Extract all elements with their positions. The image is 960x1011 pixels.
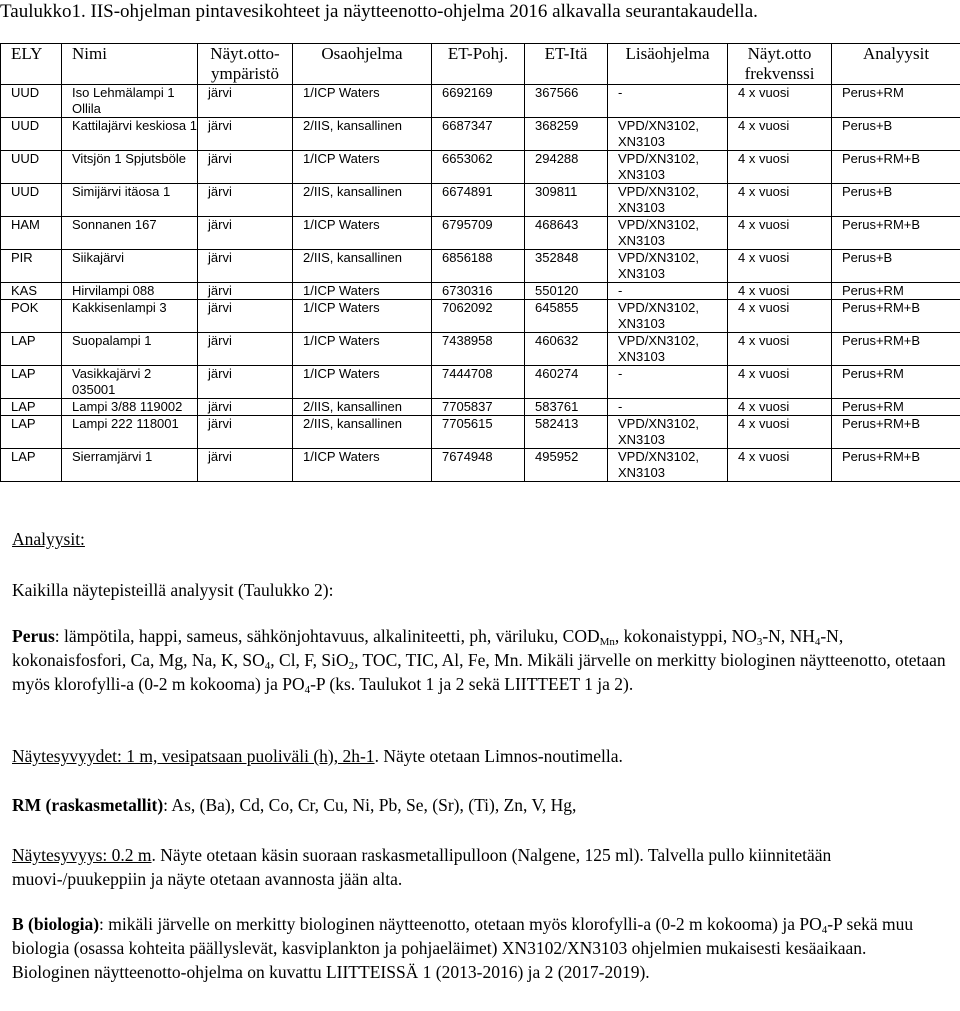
table-header-row bbox=[1, 44, 960, 85]
table-cell: LAP bbox=[1, 449, 62, 482]
table-cell: järvi bbox=[198, 283, 293, 300]
table-cell: 4 x vuosi bbox=[728, 366, 832, 399]
table-cell: Simijärvi itäosa 1 bbox=[62, 184, 198, 217]
column-header: Analyysit bbox=[832, 44, 960, 85]
table-cell: 7444708 bbox=[432, 366, 525, 399]
table-cell: 367566 bbox=[525, 85, 608, 118]
table-cell: 7062092 bbox=[432, 300, 525, 333]
table-cell: järvi bbox=[198, 399, 293, 416]
table-cell: 1/ICP Waters bbox=[293, 217, 432, 250]
column-header: Lisäohjelma bbox=[608, 44, 728, 85]
table-cell: 4 x vuosi bbox=[728, 283, 832, 300]
table-cell: VPD/XN3102, XN3103 bbox=[608, 416, 728, 449]
table-row bbox=[1, 416, 960, 449]
table-cell: Sierramjärvi 1 bbox=[62, 449, 198, 482]
table-cell: Lampi 3/88 119002 bbox=[62, 399, 198, 416]
table-cell: - bbox=[608, 366, 728, 399]
table-cell: 2/IIS, kansallinen bbox=[293, 399, 432, 416]
table-cell: järvi bbox=[198, 184, 293, 217]
table-cell: Sonnanen 167 bbox=[62, 217, 198, 250]
table-cell: järvi bbox=[198, 151, 293, 184]
table-cell: Perus+B bbox=[832, 250, 960, 283]
table-cell: 1/ICP Waters bbox=[293, 85, 432, 118]
table-cell: 1/ICP Waters bbox=[293, 151, 432, 184]
table-cell: järvi bbox=[198, 250, 293, 283]
table-cell: Vitsjön 1 Spjutsböle bbox=[62, 151, 198, 184]
table-cell: UUD bbox=[1, 85, 62, 118]
table-cell: UUD bbox=[1, 184, 62, 217]
table-cell: järvi bbox=[198, 416, 293, 449]
table-row bbox=[1, 217, 960, 250]
table-cell: 1/ICP Waters bbox=[293, 300, 432, 333]
column-header: Osaohjelma bbox=[293, 44, 432, 85]
biology-label: B (biologia) bbox=[12, 914, 100, 934]
table-row bbox=[1, 250, 960, 283]
table-cell: 460274 bbox=[525, 366, 608, 399]
table-cell: Lampi 222 118001 bbox=[62, 416, 198, 449]
table-cell: Perus+RM+B bbox=[832, 217, 960, 250]
column-header: ELY bbox=[1, 44, 62, 85]
table-row bbox=[1, 85, 960, 118]
table-cell: 583761 bbox=[525, 399, 608, 416]
table-cell: 4 x vuosi bbox=[728, 85, 832, 118]
table-cell: järvi bbox=[198, 217, 293, 250]
table-body bbox=[1, 85, 960, 482]
table-cell: 6687347 bbox=[432, 118, 525, 151]
table-cell: Vasikkajärvi 2 035001 bbox=[62, 366, 198, 399]
table-cell: 4 x vuosi bbox=[728, 300, 832, 333]
table-cell: Iso Lehmälampi 1 Ollila bbox=[62, 85, 198, 118]
table-cell: 1/ICP Waters bbox=[293, 283, 432, 300]
document-title: Taulukko1. IIS-ohjelman pintavesikohteet ja näytteenotto-ohjelma 2016 alkavalla seurantakaudella. bbox=[0, 1, 758, 22]
table-cell: 4 x vuosi bbox=[728, 184, 832, 217]
table-cell: 1/ICP Waters bbox=[293, 366, 432, 399]
sampling-depth-paragraph: Näytesyvyydet: 1 m, vesipatsaan puoliväli (h), 2h-1. Näyte otetaan Limnos-noutimella. bbox=[12, 746, 623, 766]
table-cell: järvi bbox=[198, 333, 293, 366]
table-cell: järvi bbox=[198, 366, 293, 399]
table-cell: VPD/XN3102, XN3103 bbox=[608, 118, 728, 151]
table-row bbox=[1, 151, 960, 184]
table-cell: järvi bbox=[198, 85, 293, 118]
column-header: Näyt.otto frekvenssi bbox=[728, 44, 832, 85]
table-cell: 2/IIS, kansallinen bbox=[293, 184, 432, 217]
table-cell: Perus+RM+B bbox=[832, 333, 960, 366]
table-cell: 4 x vuosi bbox=[728, 118, 832, 151]
table-row bbox=[1, 333, 960, 366]
table-cell: - bbox=[608, 85, 728, 118]
table-cell: Hirvilampi 088 bbox=[62, 283, 198, 300]
table-cell: LAP bbox=[1, 333, 62, 366]
perus-paragraph: Perus: lämpötila, happi, sameus, sähkönjohtavuus, alkaliniteetti, ph, väriluku, $COD_{Mn}$, kokonaistyppi, $NO_3-N$, $NH_4-N$, kokonaisfosfori, Ca, Mg, Na, K, $SO_4$, Cl, F, SiO$_2$, TOC, TIC, Al, Fe, Mn. Mikäli järvelle on merkitty biologinen näytteenotto, otetaan myös klorofylli-a (0-2 m kokooma) ja $PO_4-P$ (ks. Taulukot 1 ja 2 sekä LIITTEET 1 ja 2). bbox=[12, 626, 946, 696]
table-row bbox=[1, 300, 960, 333]
table-cell: HAM bbox=[1, 217, 62, 250]
table-cell: 4 x vuosi bbox=[728, 250, 832, 283]
table-cell: 4 x vuosi bbox=[728, 151, 832, 184]
table-cell: 495952 bbox=[525, 449, 608, 482]
table-cell: 2/IIS, kansallinen bbox=[293, 118, 432, 151]
table-cell: Perus+B bbox=[832, 184, 960, 217]
table-cell: VPD/XN3102, XN3103 bbox=[608, 151, 728, 184]
table-row bbox=[1, 283, 960, 300]
rm-label: RM (raskasmetallit) bbox=[12, 795, 164, 815]
table-cell: 468643 bbox=[525, 217, 608, 250]
table-cell: 645855 bbox=[525, 300, 608, 333]
table-cell: 7705615 bbox=[432, 416, 525, 449]
table-row bbox=[1, 184, 960, 217]
table-cell: 6856188 bbox=[432, 250, 525, 283]
table-cell: PIR bbox=[1, 250, 62, 283]
table-cell: Perus+RM bbox=[832, 399, 960, 416]
table-cell: VPD/XN3102, XN3103 bbox=[608, 250, 728, 283]
table-cell: 460632 bbox=[525, 333, 608, 366]
table-cell: Perus+RM bbox=[832, 85, 960, 118]
column-header: Nimi bbox=[62, 44, 198, 85]
table-cell: - bbox=[608, 283, 728, 300]
table-cell: VPD/XN3102, XN3103 bbox=[608, 333, 728, 366]
table-cell: POK bbox=[1, 300, 62, 333]
table-cell: VPD/XN3102, XN3103 bbox=[608, 184, 728, 217]
table-row bbox=[1, 449, 960, 482]
table-cell: VPD/XN3102, XN3103 bbox=[608, 449, 728, 482]
table-cell: Perus+B bbox=[832, 118, 960, 151]
rm-depth-paragraph: Näytesyvyys: 0.2 m. Näyte otetaan käsin suoraan raskasmetallipulloon (Nalgene, 125 ml). Talvella pullo kiinnitetään muovi-/puukeppiin ja näyte otetaan avannosta jään alta. bbox=[12, 845, 832, 889]
table-cell: Kakkisenlampi 3 bbox=[62, 300, 198, 333]
table-cell: 582413 bbox=[525, 416, 608, 449]
table-cell: 1/ICP Waters bbox=[293, 449, 432, 482]
analyses-intro: Kaikilla näytepisteillä analyysit (Taulukko 2): bbox=[12, 580, 334, 600]
table-cell: 1/ICP Waters bbox=[293, 333, 432, 366]
table-cell: UUD bbox=[1, 118, 62, 151]
perus-label: Perus bbox=[12, 626, 55, 646]
table-cell: LAP bbox=[1, 366, 62, 399]
table-cell: 7674948 bbox=[432, 449, 525, 482]
table-cell: 352848 bbox=[525, 250, 608, 283]
analyses-heading: Analyysit: bbox=[12, 529, 85, 549]
table-cell: 294288 bbox=[525, 151, 608, 184]
table-cell: Perus+RM bbox=[832, 283, 960, 300]
table-cell: Perus+RM bbox=[832, 366, 960, 399]
biology-paragraph: B (biologia): mikäli järvelle on merkitty biologinen näytteenotto, otetaan myös klorofylli-a (0-2 m kokooma) ja $PO_4-P$ sekä muu biologia (osassa kohteita päällyslevät, kasviplankton ja pohjaeläimet) XN3102/XN3103 ohjelmien mukaisesti kesäaikaan. Biologinen näytteenotto-ohjelma on kuvattu LIITTEISSÄ 1 (2013-2016) ja 2 (2017-2019). bbox=[12, 914, 914, 982]
table-cell: 4 x vuosi bbox=[728, 399, 832, 416]
table-cell: järvi bbox=[198, 449, 293, 482]
table-row bbox=[1, 399, 960, 416]
table-cell: 6730316 bbox=[432, 283, 525, 300]
table-row bbox=[1, 366, 960, 399]
table-cell: 6674891 bbox=[432, 184, 525, 217]
table-cell: 6795709 bbox=[432, 217, 525, 250]
table-cell: 309811 bbox=[525, 184, 608, 217]
table-cell: 368259 bbox=[525, 118, 608, 151]
table-cell: 4 x vuosi bbox=[728, 217, 832, 250]
column-header: ET-Pohj. bbox=[432, 44, 525, 85]
table-cell: VPD/XN3102, XN3103 bbox=[608, 300, 728, 333]
table-cell: järvi bbox=[198, 118, 293, 151]
table-cell: 4 x vuosi bbox=[728, 449, 832, 482]
table-cell: Kattilajärvi keskiosa 1 bbox=[62, 118, 198, 151]
table-cell: 7438958 bbox=[432, 333, 525, 366]
table-cell: Siikajärvi bbox=[62, 250, 198, 283]
table-cell: Suopalampi 1 bbox=[62, 333, 198, 366]
table-cell: - bbox=[608, 399, 728, 416]
table-cell: Perus+RM+B bbox=[832, 151, 960, 184]
table-cell: 6692169 bbox=[432, 85, 525, 118]
column-header: Näyt.otto-ympäristö bbox=[198, 44, 293, 85]
column-header: ET-Itä bbox=[525, 44, 608, 85]
table-cell: KAS bbox=[1, 283, 62, 300]
table-cell: 550120 bbox=[525, 283, 608, 300]
table-cell: järvi bbox=[198, 300, 293, 333]
table-cell: Perus+RM+B bbox=[832, 300, 960, 333]
table-cell: 2/IIS, kansallinen bbox=[293, 250, 432, 283]
table-cell: UUD bbox=[1, 151, 62, 184]
table-cell: LAP bbox=[1, 399, 62, 416]
table-cell: Perus+RM+B bbox=[832, 416, 960, 449]
table-cell: 2/IIS, kansallinen bbox=[293, 416, 432, 449]
table-cell: 4 x vuosi bbox=[728, 416, 832, 449]
table-cell: Perus+RM+B bbox=[832, 449, 960, 482]
rm-paragraph: RM (raskasmetallit): As, (Ba), Cd, Co, Cr, Cu, Ni, Pb, Se, (Sr), (Ti), Zn, V, Hg, bbox=[12, 795, 577, 815]
table-cell: 7705837 bbox=[432, 399, 525, 416]
monitoring-sites-table bbox=[0, 43, 960, 482]
table-cell: 6653062 bbox=[432, 151, 525, 184]
table-cell: LAP bbox=[1, 416, 62, 449]
table-cell: 4 x vuosi bbox=[728, 333, 832, 366]
table-cell: VPD/XN3102, XN3103 bbox=[608, 217, 728, 250]
table-row bbox=[1, 118, 960, 151]
